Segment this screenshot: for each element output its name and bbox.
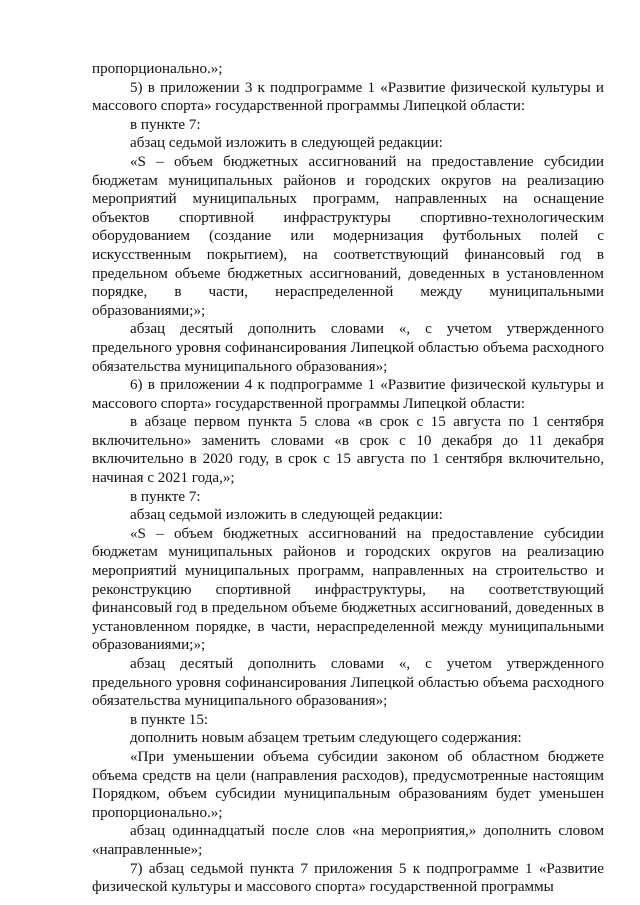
paragraph-continuation: пропорционально.»; [92,61,223,77]
paragraph-item-5: 5) в приложении 3 к подпрограмме 1 «Развитие физической культуры и массового спорта» государственной программы Липецкой области: [92,79,604,115]
paragraph: абзац седьмой изложить в следующей редакции: [130,507,443,524]
document-page [92,60,604,897]
paragraph: абзац десятый дополнить словами «, с учетом утвержденного предельного уровня софинансирования Липецкой областью объема расходного обязательства муниципального образования»; [92,321,604,375]
paragraph-item-7: 7) абзац седьмой пункта 7 приложения 5 к подпрограмме 1 «Развитие физической культуры и массового спорта» государственной программы [92,860,604,896]
paragraph: в абзаце первом пункта 5 слова «в срок с 15 августа по 1 сентября включительно» заменить словами «в срок с 10 декабря до 11 декабря включительно в 2020 году, в срок с 15 августа по 1 сентября включительно, начиная с 2021 года,»; [92,414,604,487]
paragraph: дополнить новым абзацем третьим следующего содержания: [130,730,522,747]
paragraph-quote: «S – объем бюджетных ассигнований на предоставление субсидии бюджетам муниципальных районов и городских округов на реализацию мероприятий муниципальных программ, направленных на строительство и реконструкцию спортивной инфраструктуры, на соответствующий финансовый год в предельном объеме бюджетных ассигнований, доведенных в установленном порядке, в части, нераспределенной между муниципальными образованиями;»; [92,525,604,654]
paragraph-quote: «При уменьшении объема субсидии законом об областном бюджете объема средств на цели (направления расходов), предусмотренные настоящим Порядком, объем субсидии муниципальным образованиям будет уменьшен пропорционально.»; [92,748,604,821]
paragraph: абзац одиннадцатый после слов «на мероприятия,» дополнить словом «направленные»; [92,823,604,858]
paragraph-item-6: 6) в приложении 4 к подпрограмме 1 «Развитие физической культуры и массового спорта» государственной программы Липецкой области: [92,377,604,412]
paragraph: в пункте 15: [130,711,209,728]
paragraph: абзац десятый дополнить словами «, с учетом утвержденного предельного уровня софинансирования Липецкой областью объема расходного обязательства муниципального образования»; [92,656,604,710]
paragraph: в пункте 7: [130,116,201,133]
paragraph: абзац седьмой изложить в следующей редакции: [130,135,443,152]
paragraph: в пункте 7: [130,488,201,505]
paragraph-quote: «S – объем бюджетных ассигнований на предоставление субсидии бюджетам муниципальных районов и городских округов на реализацию мероприятий муниципальных программ, направленных на оснащение объектов спортивной инфраструктуры спортивно-технологическим оборудованием (создание или модернизация футбольных полей с искусственным покрытием), на соответствующий финансовый год в предельном объеме бюджетных ассигнований, доведенных в установленном порядке, в части, нераспределенной между муниципальными образованиями;»; [92,153,604,319]
